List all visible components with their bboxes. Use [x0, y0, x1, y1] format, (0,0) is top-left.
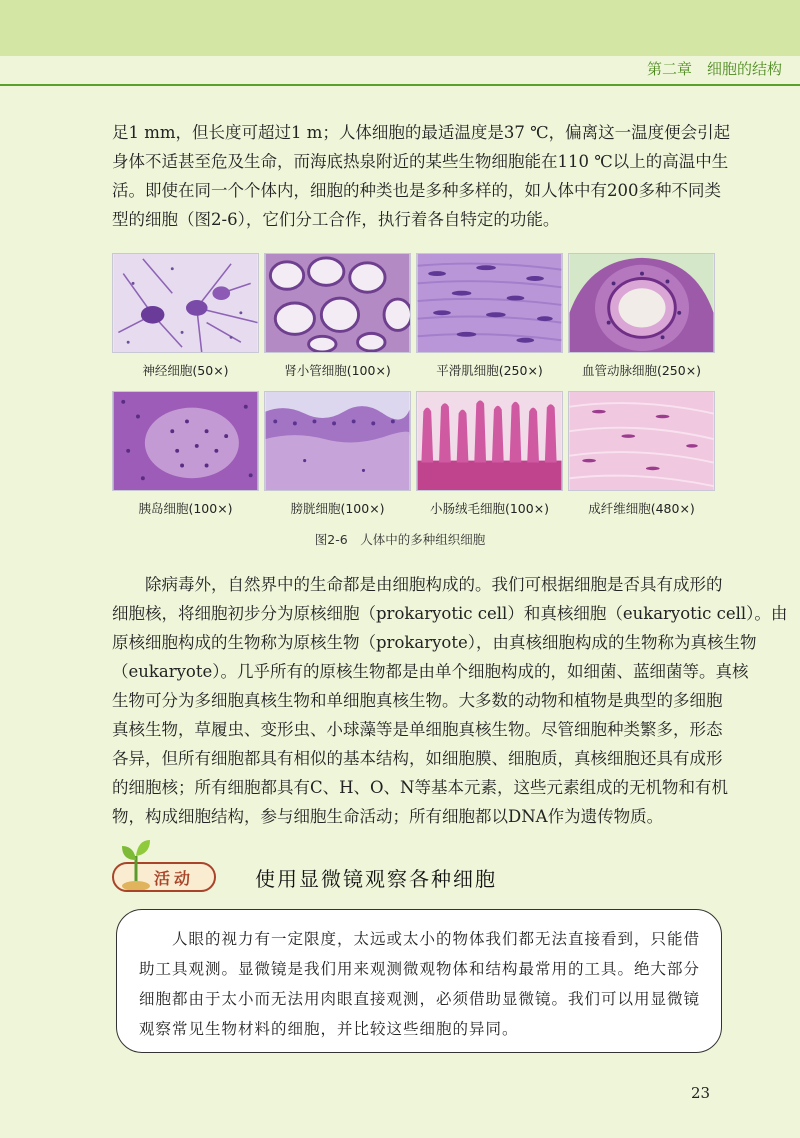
text-line: 除病毒外，自然界中的生命都是由细胞构成的。我们可根据细胞是否具有成形的	[145, 575, 723, 594]
text-line: 足1 mm，但长度可超过1 m；人体细胞的最适温度是37 ℃，偏离这一温度便会引起	[112, 123, 731, 142]
artery-micrograph	[568, 253, 715, 353]
micrograph-caption: 膀胱细胞(100×)	[290, 501, 385, 516]
figure-title: 图2-6 人体中的多种组织细胞	[314, 532, 486, 547]
neuron-micrograph	[112, 253, 259, 353]
sprout-icon	[118, 838, 154, 890]
text-line: 原核细胞构成的生物称为原核生物（prokaryote），由真核细胞构成的生物称为真核生物	[112, 633, 757, 652]
micrograph-caption: 胰岛细胞(100×)	[138, 501, 233, 516]
micrograph-caption: 成纤维细胞(480×)	[588, 501, 695, 516]
text-line: 型的细胞（图2-6），它们分工合作，执行着各自特定的功能。	[112, 210, 560, 229]
smooth-muscle-micrograph	[416, 253, 563, 353]
paragraph-2	[112, 570, 788, 831]
activity-box	[116, 909, 722, 1053]
activity-title: 使用显微镜观察各种细胞	[255, 867, 497, 891]
intestinal-villi-micrograph	[416, 391, 563, 491]
activity-text	[139, 924, 699, 1044]
paragraph-1	[112, 118, 731, 234]
text-line: 细胞都由于太小而无法用肉眼直接观测，必须借助显微镜。我们可以用显微镜	[139, 990, 701, 1008]
figure-cell	[416, 391, 563, 521]
text-line: 观察常见生物材料的细胞，并比较这些细胞的异同。	[139, 1020, 519, 1038]
figure-cell	[568, 391, 715, 521]
figure-row-2	[112, 391, 715, 521]
figure-cell	[568, 253, 715, 383]
text-line: 细胞核，将细胞初步分为原核细胞（prokaryotic cell）和真核细胞（eukaryotic cell）。由	[112, 604, 788, 623]
text-line: 活。即使在同一个个体内，细胞的种类也是多种多样的，如人体中有200多种不同类	[112, 181, 721, 200]
text-line: 物，构成细胞结构，参与细胞生命活动；所有细胞都以DNA作为遗传物质。	[112, 807, 664, 826]
figure-cell	[416, 253, 563, 383]
text-line: 生物可分为多细胞真核生物和单细胞真核生物。大多数的动物和植物是典型的多细胞	[112, 691, 723, 710]
page-number: 23	[691, 1084, 711, 1102]
micrograph-caption: 小肠绒毛细胞(100×)	[429, 501, 550, 516]
chapter-header: 第二章 细胞的结构	[646, 60, 782, 78]
top-band	[0, 0, 800, 56]
figure-row-1	[112, 253, 715, 383]
header-rule	[0, 84, 800, 86]
activity-badge-label: 活动	[154, 869, 195, 888]
bladder-micrograph	[264, 391, 411, 491]
text-line: 真核生物，草履虫、变形虫、小球藻等是单细胞真核生物。尽管细胞种类繁多，形态	[112, 720, 723, 739]
figure-cell	[264, 253, 411, 383]
text-line: 身体不适甚至危及生命，而海底热泉附近的某些生物细胞能在110 ℃以上的高温中生	[112, 152, 729, 171]
figure-2-6	[112, 253, 715, 521]
text-line: 各异，但所有细胞都具有相似的基本结构，如细胞膜、细胞质，真核细胞还具有成形	[112, 749, 723, 768]
micrograph-caption: 肾小管细胞(100×)	[284, 363, 391, 378]
text-line: 人眼的视力有一定限度，太远或太小的物体我们都无法直接看到，只能借	[172, 930, 701, 948]
micrograph-caption: 血管动脉细胞(250×)	[581, 363, 702, 378]
kidney-tubule-micrograph	[264, 253, 411, 353]
micrograph-caption: 神经细胞(50×)	[142, 363, 229, 378]
text-line: （eukaryote）。几乎所有的原核生物都是由单个细胞构成的，如细菌、蓝细菌等。真核	[112, 662, 749, 681]
figure-cell	[264, 391, 411, 521]
figure-cell	[112, 391, 259, 521]
figure-cell	[112, 253, 259, 383]
fibroblast-micrograph	[568, 391, 715, 491]
text-line: 的细胞核；所有细胞都具有C、H、O、N等基本元素，这些元素组成的无机物和有机	[112, 778, 728, 797]
text-line: 助工具观测。显微镜是我们用来观测微观物体和结构最常用的工具。绝大部分	[139, 960, 701, 978]
pancreatic-islet-micrograph	[112, 391, 259, 491]
micrograph-caption: 平滑肌细胞(250×)	[436, 363, 543, 378]
